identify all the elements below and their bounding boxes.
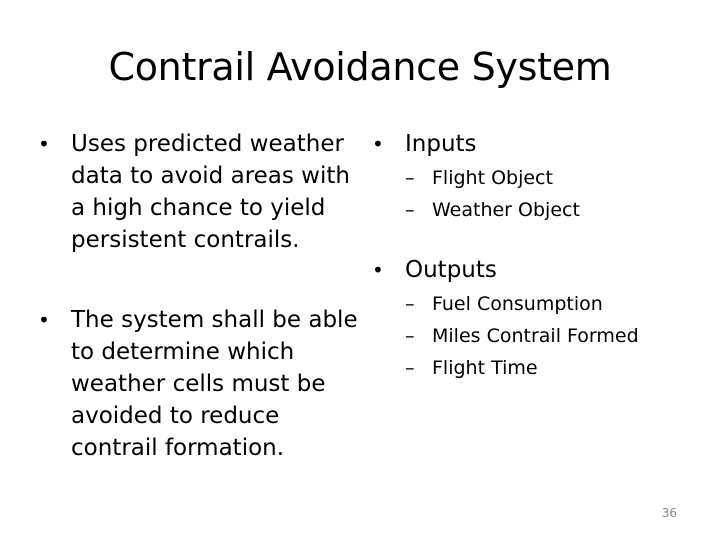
bullet-line: persistent contrails. [71, 227, 300, 253]
page-number: 36 [661, 506, 677, 520]
sub-item-label: Miles Contrail Formed [432, 325, 639, 347]
inputs-label: Inputs [405, 131, 477, 157]
sub-item-label: Flight Object [432, 167, 553, 189]
sub-item-fuel-consumption [372, 288, 692, 320]
dash-icon: – [405, 199, 415, 221]
bullet-determine-weather-cells [38, 304, 368, 464]
dash-icon: – [405, 357, 415, 379]
bullet-line: Uses predicted weather [71, 131, 344, 157]
bullet-line: data to avoid areas with [71, 163, 350, 189]
bullet-icon: • [38, 132, 50, 156]
sub-item-label: Weather Object [432, 199, 580, 221]
dash-icon: – [405, 325, 415, 347]
bullet-line: a high chance to yield [71, 195, 326, 221]
bullet-line: to determine which [71, 339, 295, 365]
inputs-list [372, 162, 692, 226]
sub-item-label: Fuel Consumption [432, 293, 603, 315]
bullet-icon: • [38, 308, 50, 332]
bullet-line: avoided to reduce [71, 403, 280, 429]
outputs-list [372, 288, 692, 384]
dash-icon: – [405, 293, 415, 315]
slide-title: Contrail Avoidance System [108, 45, 612, 89]
bullet-icon: • [372, 258, 384, 282]
left-column [38, 128, 368, 464]
bullet-icon: • [372, 132, 384, 156]
sub-item-label: Flight Time [432, 357, 538, 379]
outputs-label: Outputs [405, 257, 497, 283]
bullet-outputs [372, 254, 692, 286]
bullet-line: contrail formation. [71, 435, 285, 461]
bullet-uses-weather-data [38, 128, 368, 256]
bullet-inputs [372, 128, 692, 160]
dash-icon: – [405, 167, 415, 189]
sub-item-flight-time [372, 352, 692, 384]
sub-item-miles-contrail-formed [372, 320, 692, 352]
sub-item-weather-object [372, 194, 692, 226]
sub-item-flight-object [372, 162, 692, 194]
bullet-line: weather cells must be [71, 371, 326, 397]
bullet-line: The system shall be able [71, 307, 358, 333]
right-column [372, 128, 692, 384]
